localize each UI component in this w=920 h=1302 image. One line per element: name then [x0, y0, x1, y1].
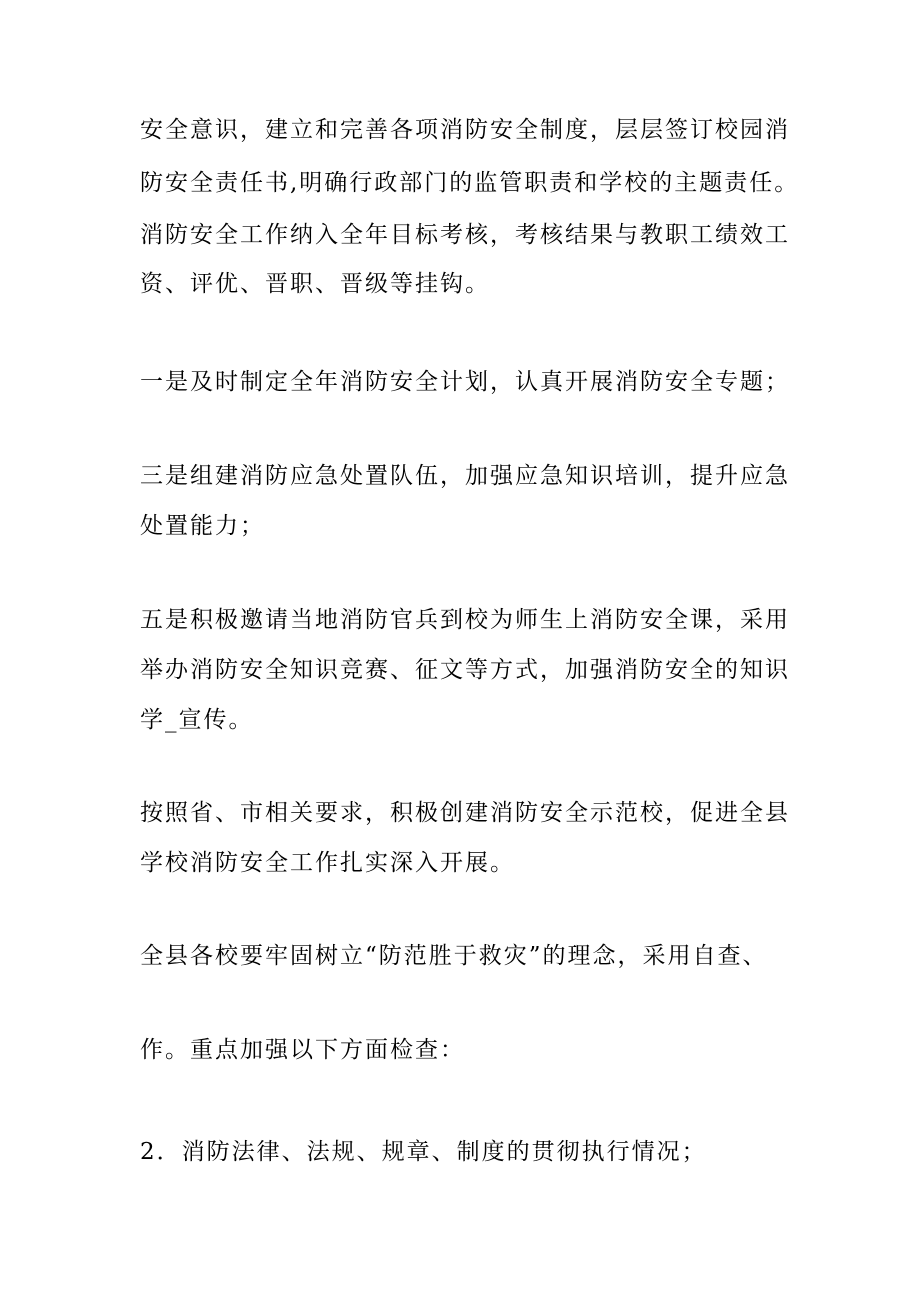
- paragraph-1-line-2: 防安全责任书,明确行政部门的监管职责和学校的主题责任。: [140, 170, 800, 196]
- paragraph-5-line-2: 学校消防安全工作扎实深入开展。: [140, 850, 515, 876]
- paragraph-4-line-3: 学_宣传。: [140, 707, 254, 733]
- paragraph-2-line-1: 一是及时制定全年消防安全计划，认真开展消防安全专题；: [140, 369, 790, 395]
- paragraph-1-line-1: 安全意识，建立和完善各项消防安全制度，层层签订校园消: [140, 117, 790, 143]
- paragraph-3-line-1: 三是组建消防应急处置队伍，加强应急知识培训，提升应急: [140, 463, 790, 489]
- paragraph-4-line-1: 五是积极邀请当地消防官兵到校为师生上消防安全课，采用: [140, 607, 790, 633]
- paragraph-3-line-2: 处置能力；: [140, 513, 265, 539]
- paragraph-1-line-3: 消防安全工作纳入全年目标考核，考核结果与教职工绩效工: [140, 222, 790, 248]
- paragraph-4-line-2: 举办消防安全知识竞赛、征文等方式，加强消防安全的知识: [140, 657, 790, 683]
- paragraph-6-line-1: 全县各校要牢固树立“防范胜于救灾”的理念，采用自查、: [140, 943, 768, 969]
- paragraph-7-line-1: 作。重点加强以下方面检查：: [140, 1037, 465, 1063]
- paragraph-5-line-1: 按照省、市相关要求，积极创建消防安全示范校，促进全县: [140, 800, 790, 826]
- paragraph-8-line-1: 2．消防法律、法规、规章、制度的贯彻执行情况；: [140, 1139, 707, 1165]
- paragraph-1-line-4: 资、评优、晋职、晋级等挂钩。: [140, 271, 490, 297]
